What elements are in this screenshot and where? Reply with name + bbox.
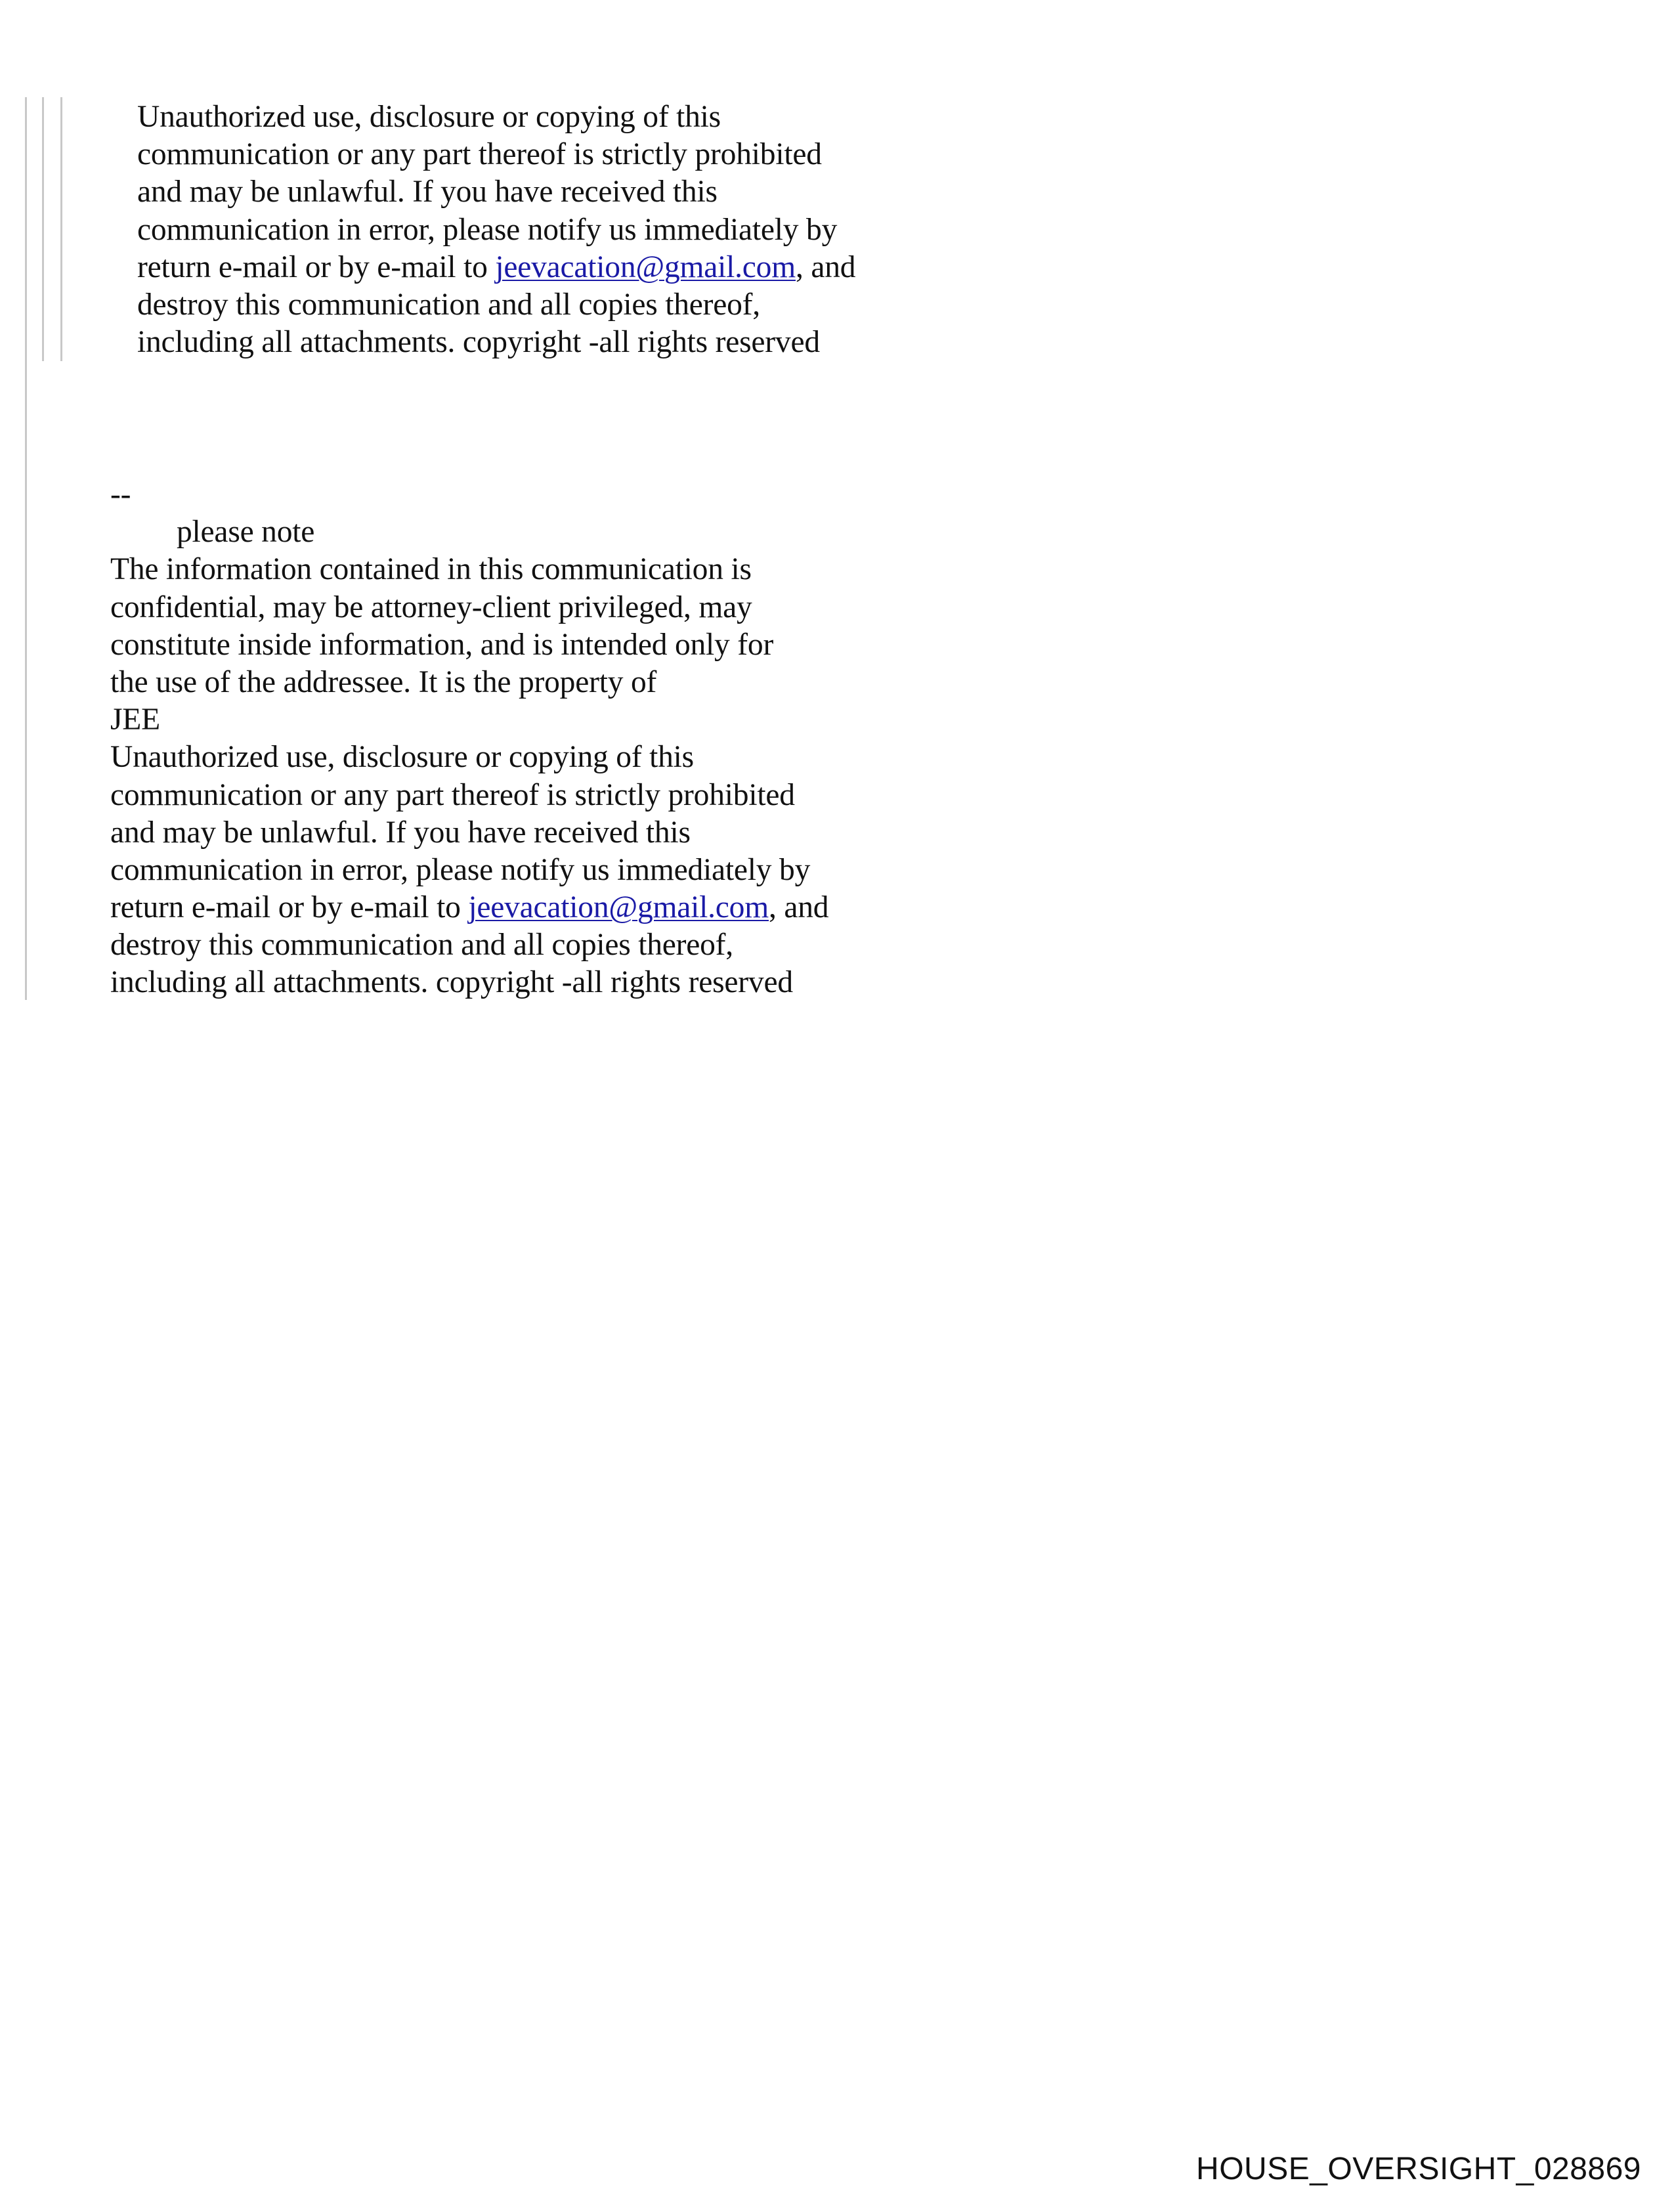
quote-bar-inner	[60, 97, 62, 361]
quote-bar-middle	[42, 97, 44, 361]
confidential-line: The information contained in this communication is	[110, 552, 752, 587]
disclaimer-line: communication in error, please notify us immediately by	[110, 852, 811, 887]
signature-block	[110, 476, 828, 1002]
disclaimer-line: Unauthorized use, disclosure or copying of this	[110, 740, 694, 775]
quoted-disclaimer-line: communication or any part thereof is strictly prohibited	[137, 137, 822, 172]
confidential-line: JEE	[110, 703, 160, 737]
confidential-line: the use of the addressee. It is the property of	[110, 664, 657, 699]
signature-email-prefix: return e-mail or by e-mail to	[110, 890, 469, 925]
quoted-email-line	[137, 249, 855, 286]
quoted-disclaimer-line: communication in error, please notify us immediately by	[137, 212, 838, 247]
quoted-disclaimer	[137, 98, 855, 361]
quoted-disclaimer-line: destroy this communication and all copies thereof,	[137, 287, 760, 322]
signature-separator: --	[110, 477, 131, 511]
note-heading: please note	[177, 515, 315, 550]
quoted-disclaimer-line: including all attachments. copyright -all rights reserved	[137, 325, 820, 360]
signature-email-suffix: , and	[768, 890, 829, 925]
signature-email-link[interactable]: jeevacation@gmail.com	[468, 890, 769, 925]
quoted-disclaimer-line: Unauthorized use, disclosure or copying of this	[137, 100, 721, 134]
disclaimer-line: destroy this communication and all copies thereof,	[110, 928, 733, 963]
quoted-email-prefix: return e-mail or by e-mail to	[137, 249, 496, 284]
signature-email-line	[110, 889, 828, 926]
quote-bar-outer	[25, 97, 27, 1000]
quoted-email-suffix: , and	[795, 249, 856, 284]
bates-stamp: HOUSE_OVERSIGHT_028869	[1196, 2152, 1641, 2186]
quoted-email-link[interactable]: jeevacation@gmail.com	[495, 249, 796, 284]
confidential-line: confidential, may be attorney-client privileged, may	[110, 590, 752, 624]
disclaimer-line: communication or any part thereof is strictly prohibited	[110, 777, 795, 812]
confidential-line: constitute inside information, and is intended only for	[110, 627, 774, 662]
quoted-disclaimer-line: and may be unlawful. If you have received this	[137, 175, 718, 209]
disclaimer-line: including all attachments. copyright -all rights reserved	[110, 965, 793, 1000]
disclaimer-line: and may be unlawful. If you have received this	[110, 815, 691, 850]
